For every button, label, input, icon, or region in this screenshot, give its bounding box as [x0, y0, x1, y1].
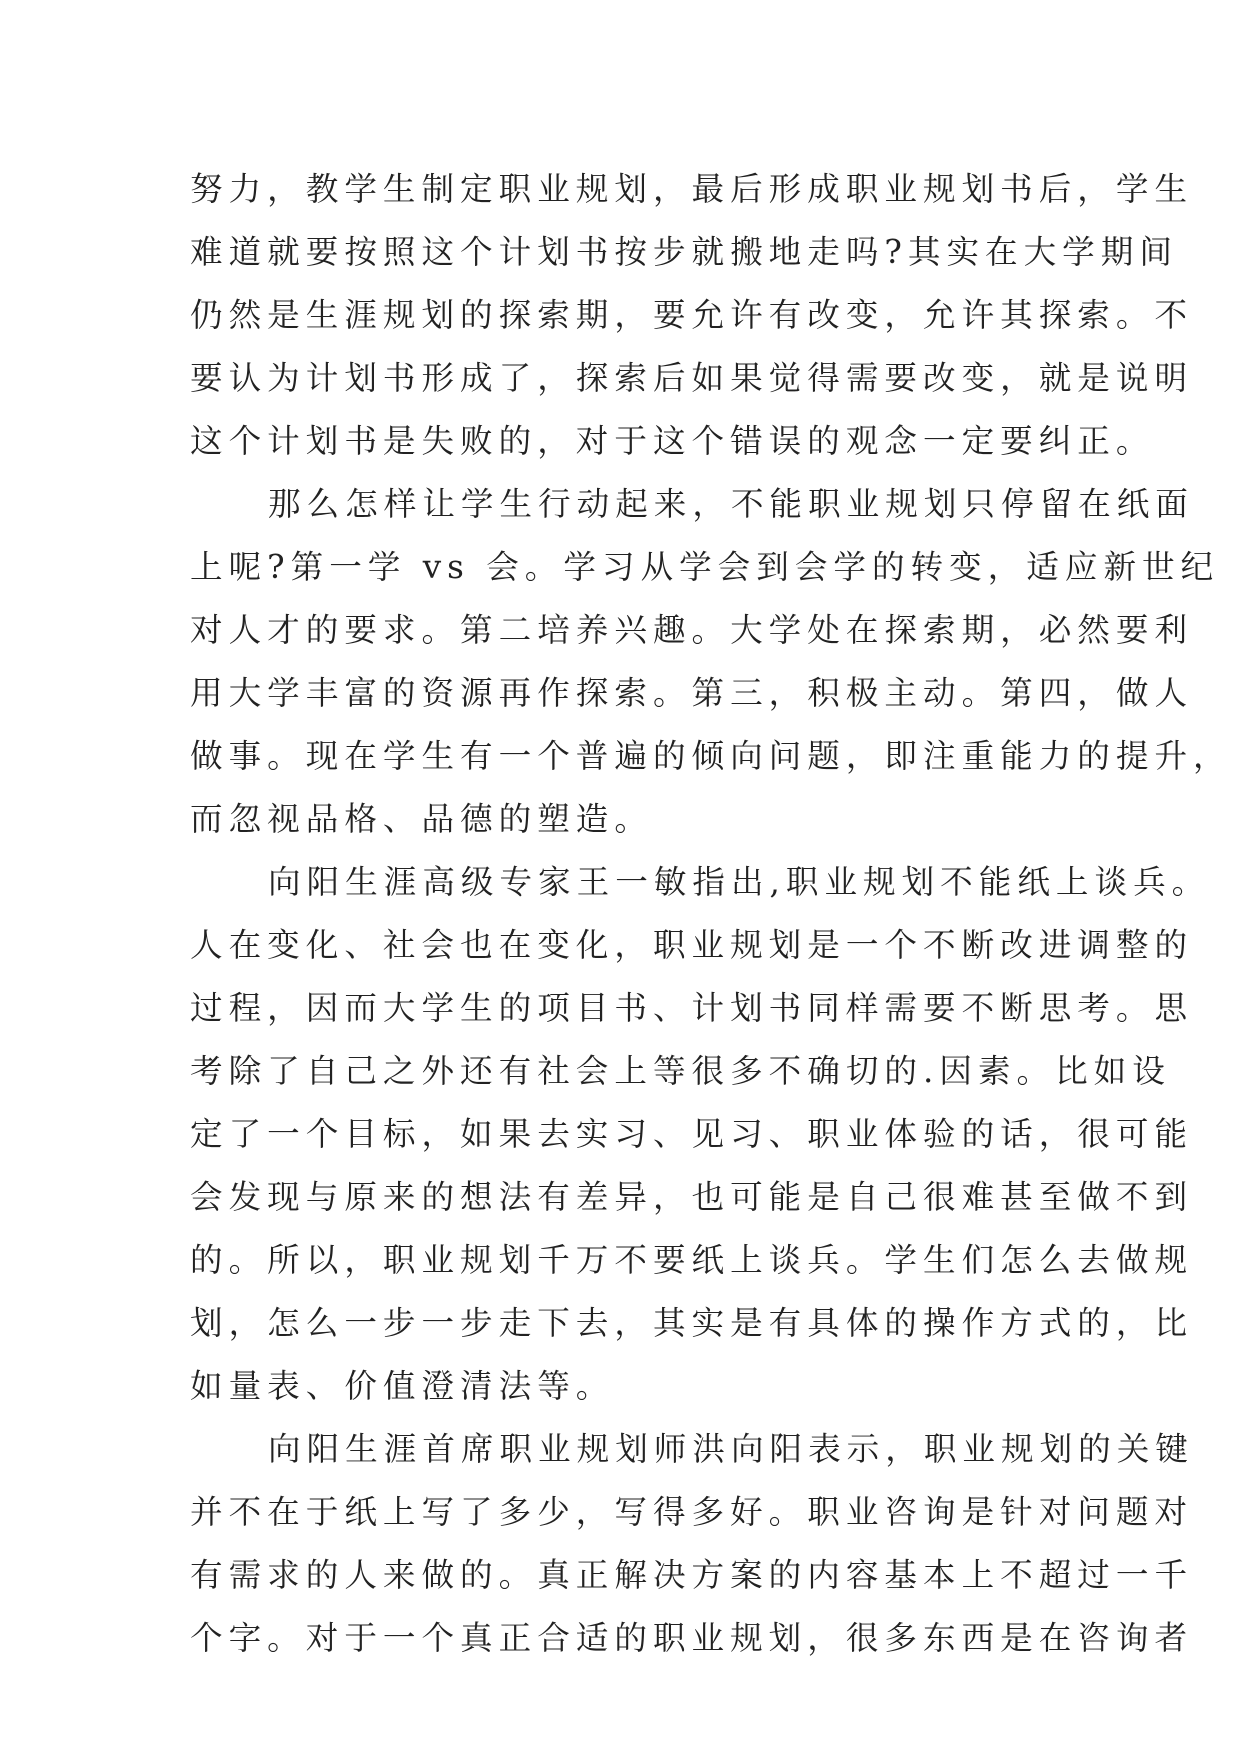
text-line: 的。所以，职业规划千万不要纸上谈兵。学生们怎么去做规 [190, 1241, 1194, 1279]
paragraph-4 [190, 1418, 1194, 1670]
text-line: 如量表、价值澄清法等。 [190, 1367, 615, 1405]
paragraph-3 [190, 851, 1211, 1418]
text-line: 上呢?第一学 vs 会。学习从学会到会学的转变，适应新世纪 [190, 548, 1220, 586]
text-line: 个字。对于一个真正合适的职业规划，很多东西是在咨询者 [190, 1619, 1194, 1657]
paragraph-1 [190, 158, 1194, 473]
text-line: 对人才的要求。第二培养兴趣。大学处在探索期，必然要利 [190, 611, 1194, 649]
text-line: 并不在于纸上写了多少，写得多好。职业咨询是针对问题对 [190, 1493, 1194, 1531]
text-line: 过程，因而大学生的项目书、计划书同样需要不断思考。思 [190, 989, 1194, 1027]
text-line: 用大学丰富的资源再作探索。第三，积极主动。第四，做人 [190, 674, 1194, 712]
text-line: 仍然是生涯规划的探索期，要允许有改变，允许其探索。不 [190, 296, 1194, 334]
text-line: 向阳生涯高级专家王一敏指出,职业规划不能纸上谈兵。 [268, 863, 1211, 901]
text-line: 难道就要按照这个计划书按步就搬地走吗?其实在大学期间 [190, 233, 1178, 271]
text-line: 划，怎么一步一步走下去，其实是有具体的操作方式的，比 [190, 1304, 1194, 1342]
paragraph-2 [190, 473, 1232, 851]
text-line: 人在变化、社会也在变化，职业规划是一个不断改进调整的 [190, 926, 1194, 964]
text-line: 这个计划书是失败的，对于这个错误的观念一定要纠正。 [190, 422, 1155, 460]
text-line: 定了一个目标，如果去实习、见习、职业体验的话，很可能 [190, 1115, 1194, 1153]
text-line: 会发现与原来的想法有差异，也可能是自己很难甚至做不到 [190, 1178, 1194, 1216]
text-line: 向阳生涯首席职业规划师洪向阳表示，职业规划的关键 [268, 1430, 1194, 1468]
text-line: 而忽视品格、品德的塑造。 [190, 800, 653, 838]
text-line: 努力，教学生制定职业规划，最后形成职业规划书后，学生 [190, 170, 1194, 208]
body-text [190, 158, 1232, 1670]
text-line: 做事。现在学生有一个普遍的倾向问题，即注重能力的提升， [190, 737, 1232, 775]
text-line: 考除了自己之外还有社会上等很多不确切的.因素。比如设 [190, 1052, 1171, 1090]
text-line: 那么怎样让学生行动起来，不能职业规划只停留在纸面 [268, 485, 1194, 523]
text-line: 要认为计划书形成了，探索后如果觉得需要改变，就是说明 [190, 359, 1194, 397]
text-line: 有需求的人来做的。真正解决方案的内容基本上不超过一千 [190, 1556, 1194, 1594]
